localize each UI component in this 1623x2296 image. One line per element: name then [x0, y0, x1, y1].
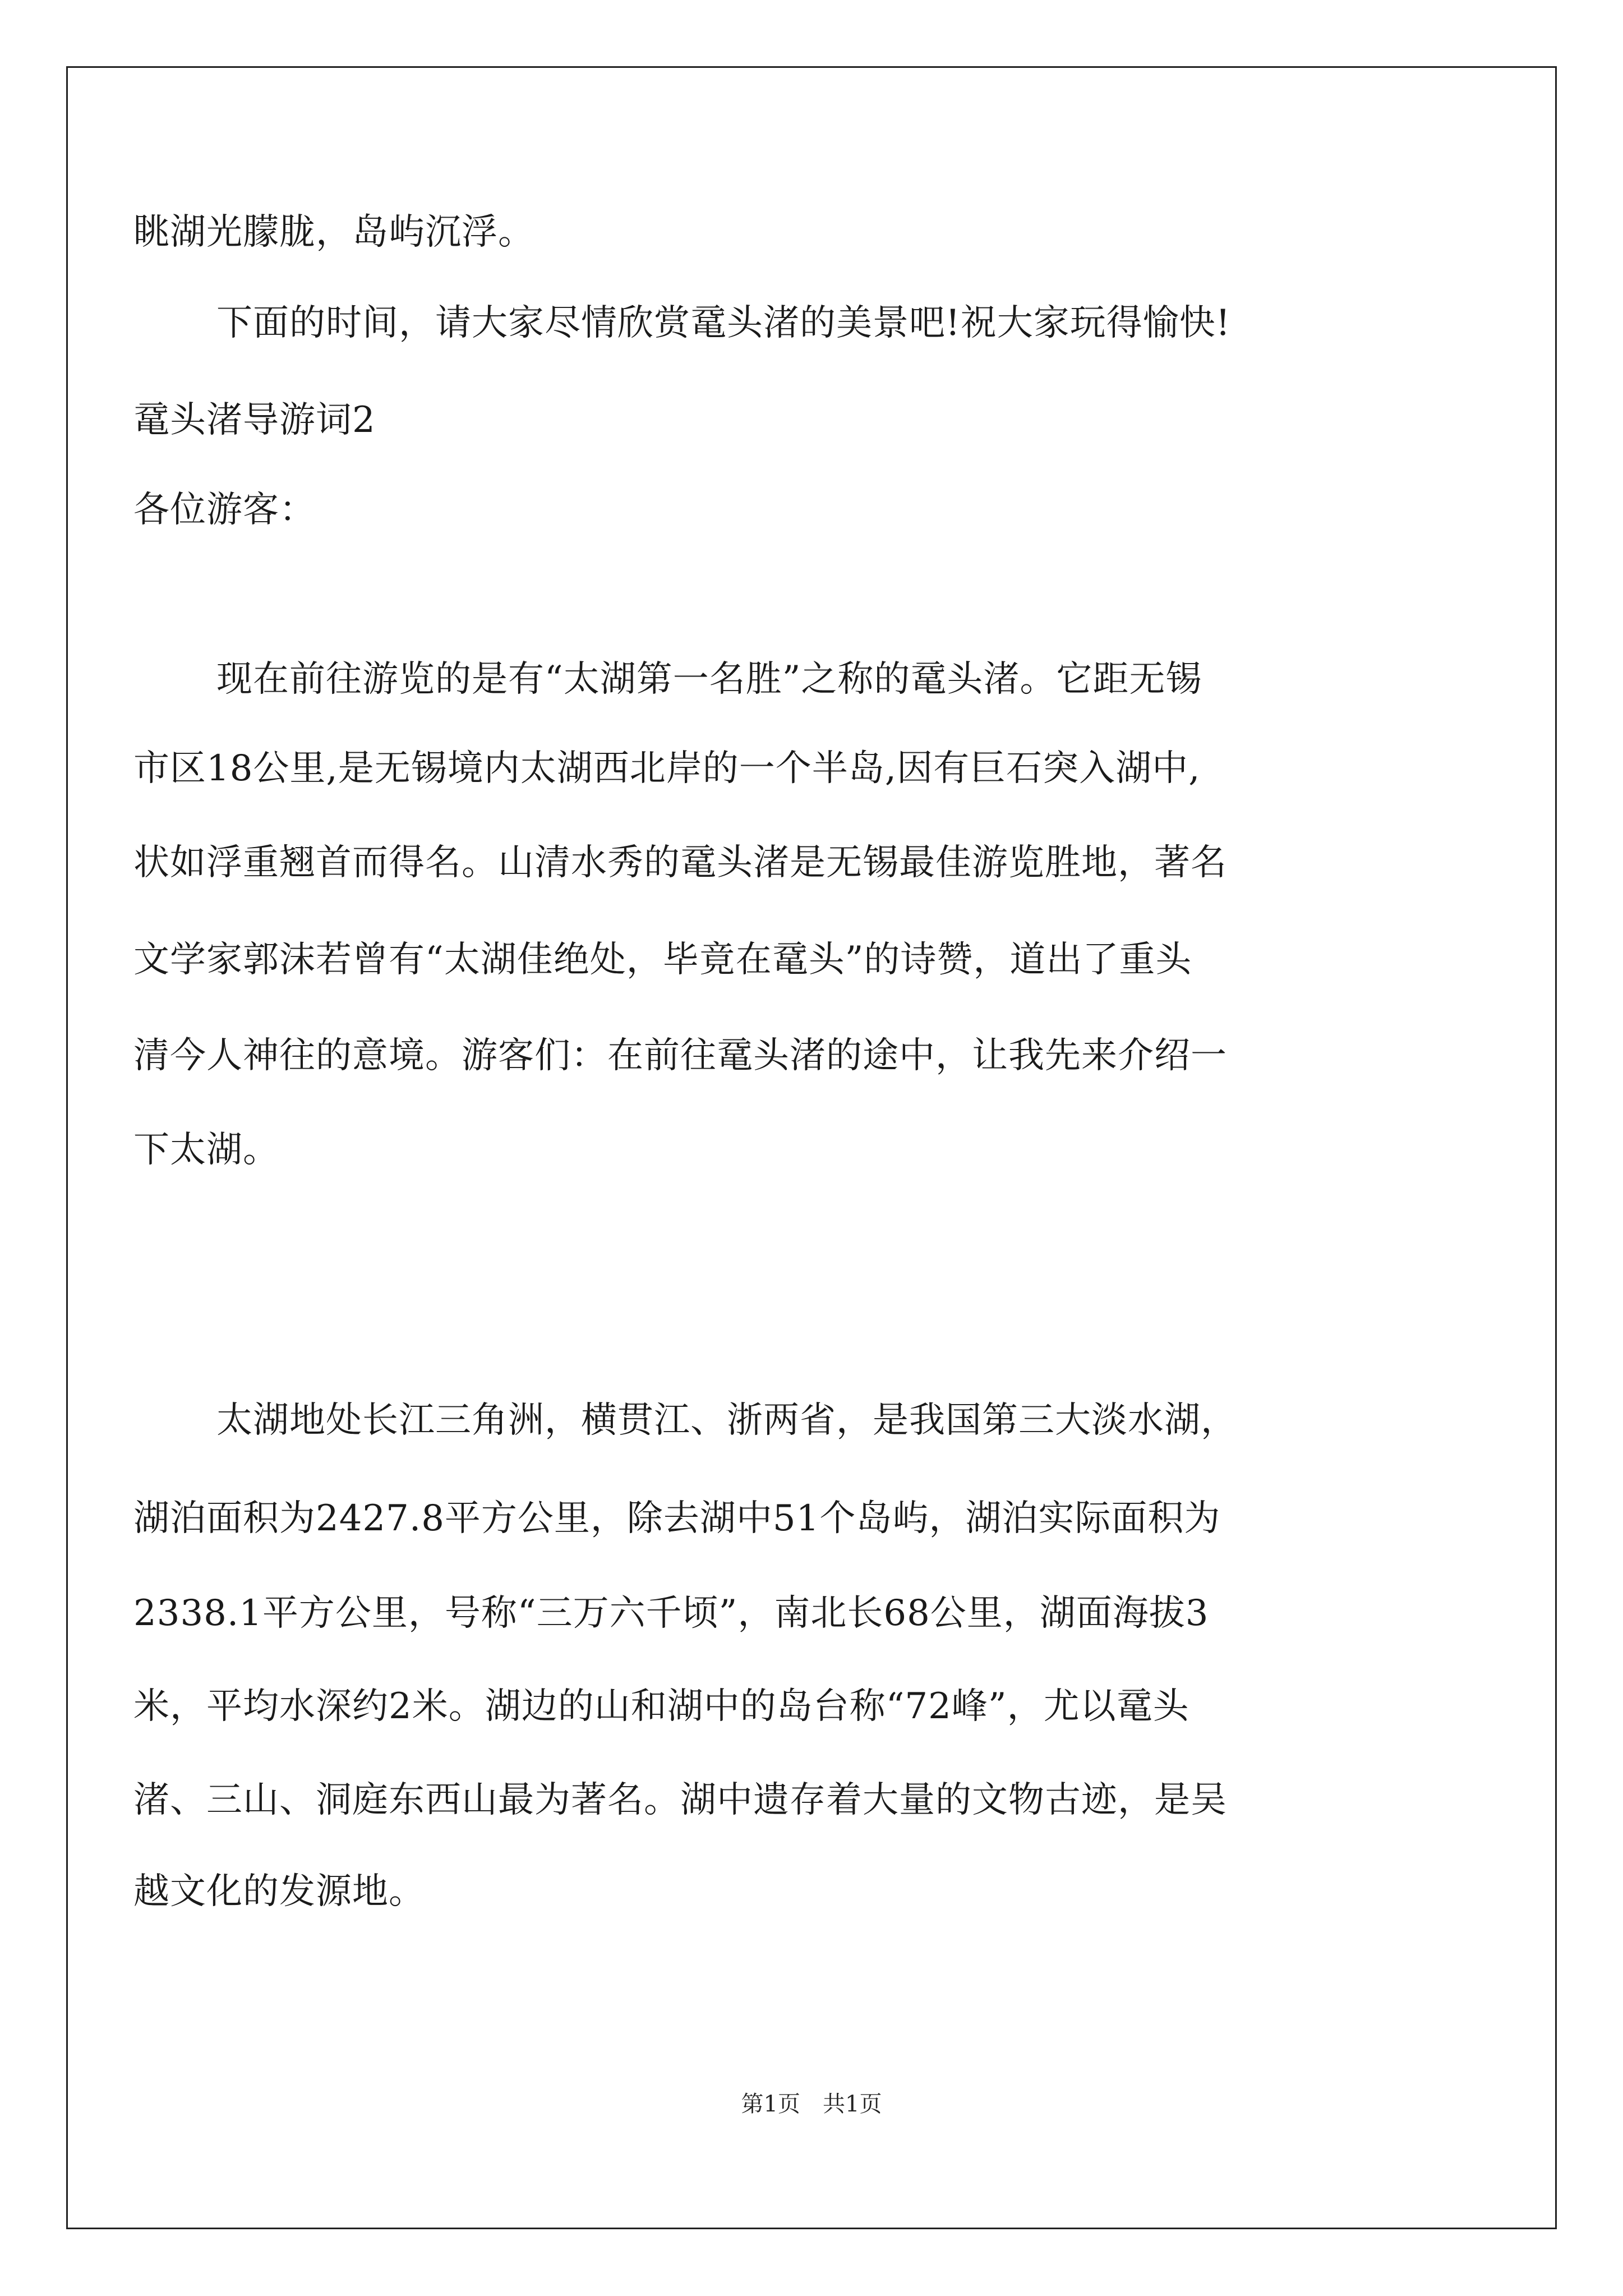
text-line: 文学家郭沫若曾有“太湖佳绝处，毕竟在鼋头”的诗赞，道出了重头 [133, 939, 1192, 981]
text-line: 太湖地处长江三角洲，横贯江、浙两省，是我国第三大淡水湖， [216, 1400, 1237, 1441]
text-line: 下面的时间，请大家尽情欣赏鼋头渚的美景吧!祝大家玩得愉快! [216, 302, 1231, 344]
text-line: 渚、三山、洞庭东西山最为著名。湖中遗存着大量的文物古迹，是吴 [133, 1779, 1227, 1821]
salutation: 各位游客： [133, 489, 316, 531]
text-line: 状如浮重翘首而得名。山清水秀的鼋头渚是无锡最佳游览胜地，著名 [133, 842, 1227, 884]
text-line: 眺湖光朦胧，岛屿沉浮。 [133, 211, 534, 253]
section-heading: 鼋头渚导游词2 [133, 399, 376, 441]
text-line: 下太湖。 [133, 1129, 279, 1171]
text-line: 米，平均水深约2米。湖边的山和湖中的岛台称“72峰”，尤以鼋头 [133, 1686, 1189, 1727]
text-line: 2338.1平方公里，号称“三万六千顷”，南北长68公里，湖面海拔3 [133, 1593, 1209, 1634]
page-number: 第1页 共1页 [741, 2091, 882, 2117]
text-line: 湖泊面积为2427.8平方公里，除去湖中51个岛屿，湖泊实际面积为 [133, 1498, 1221, 1539]
text-line: 市区18公里,是无锡境内太湖西北岸的一个半岛,因有巨石突入湖中, [133, 748, 1201, 789]
text-line: 现在前往游览的是有“太湖第一名胜”之称的鼋头渚。它距无锡 [216, 659, 1202, 700]
text-line: 清今人神往的意境。游客们：在前往鼋头渚的途中，让我先来介绍一 [133, 1035, 1227, 1076]
text-line: 越文化的发源地。 [133, 1871, 425, 1912]
